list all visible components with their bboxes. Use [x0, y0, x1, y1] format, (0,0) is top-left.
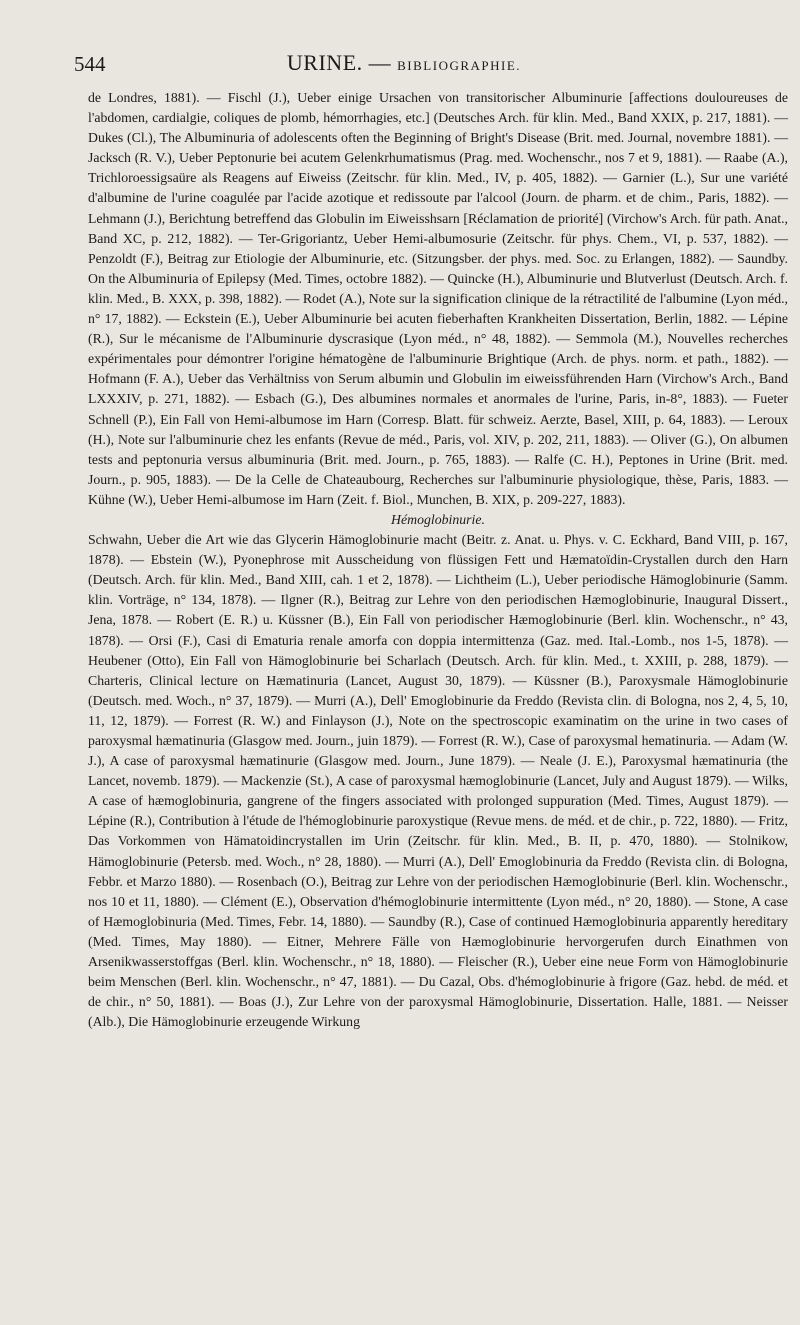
bibliography-paragraph-albuminuria: de Londres, 1881). — Fischl (J.), Ueber einige Ursachen von transitorischer Albuminurie [affections douloureuses de l'abdomen, cardialgie, coliques de plomb, hémorrhagies, etc.] (Deutsches Arch. für klin. Med., Band XXIX, p. 217, 1881). — Dukes (Cl.), The Albuminuria of adolescents often the Beginning of Bright's Disease (Brit. med. Journal, novembre 1881). — Jacksch (R. V.), Ueber Peptonurie bei acutem Gelenkrhumatismus (Prag. med. Wochenschr., nos 7 et 9, 1881). — Raabe (A.), Trichloroessigsaüre als Reagens auf Eiweiss (Zeitschr. für klin. Med., IV, p. 405, 1882). — Garnier (L.), Sur une variété d'albumine de l'urine coagulée par l'acide azotique et redissoute par l'alcool (Journ. de pharm. et de chim., Paris, 1882). — Lehmann (J.), Berichtung betreffend das Globulin im Eiweisshsarn [Réclamation de priorité] (Virchow's Arch. für path. Anat., Band XC, p. 212, 1882). — Ter-Grigoriantz, Ueber Hemi-albumosurie (Zeitschr. für phys. Chem., VI, p. 537, 1882). — Penzoldt (F.), Beitrag zur Etiologie der Albuminurie, etc. (Sitzungsber. der phys. med. Soc. zu Erlangen, 1882). — Saundby. On the Albuminuria of Epilepsy (Med. Times, octobre 1882). — Quincke (H.), Albuminurie und Blutverlust (Deutsch. Arch. f. klin. Med., B. XXX, p. 398, 1882). — Rodet (A.), Note sur la signification clinique de la rétractilité de l'albumine (Lyon méd., n° 17, 1882). — Eckstein (E.), Ueber Albuminurie bei acuten fieberhaften Krankheiten Dissertation, Berlin, 1882. — Lépine (R.), Sur le mécanisme de l'Albuminurie dyscrasique (Lyon méd., n° 48, 1882). — Semmola (M.), Nouvelles recherches expérimentales pour démontrer l'origine hématogène de l'albuminurie Brightique (Arch. de phys. norm. et path., 1882). — Hofmann (F. A.), Ueber das Verhältniss von Serum albumin und Globulin im eiweissführenden Harn (Virchow's Arch., Band LXXXIV, p. 271, 1882). — Esbach (G.), Des albumines normales et anormales de l'urine, Paris, in-8°, 1883). — Fueter Schnell (P.), Ein Fall von Hemi-albumose im Harn (Corresp. Blatt. für schweiz. Aerzte, Basel, XIII, p. 64, 1883). — Leroux (H.), Note sur l'albuminurie chez les enfants (Revue de méd., Paris, vol. XIV, p. 202, 211, 1883). — Oliver (G.), On albumen tests and peptonuria versus albuminuria (Brit. med. Journ., p. 765, 1883). — Ralfe (C. H.), Peptones in Urine (Brit. med. Journ., p. 905, 1883). — De la Celle de Chateaubourg, Recherches sur l'albuminurie physiologique, thèse, Paris, 1883. — Kühne (W.), Ueber Hemi-albumose im Harn (Zeit. f. Biol., Munchen, B. XIX, p. 209-227, 1883). [88, 90, 788, 507]
header-dash: — [362, 50, 398, 75]
header-subtitle: BIBLIOGRAPHIE. [397, 58, 522, 73]
header-title: URINE. [286, 50, 363, 75]
section-heading-hemoglobinurie: Hémoglobinurie. [391, 511, 485, 527]
running-title [74, 50, 734, 76]
bibliography-paragraph-hemoglobinuria: Schwahn, Ueber die Art wie das Glycerin Hämoglobinurie macht (Beitr. z. Anat. u. Phys. v. C. Eckhard, Band VIII, p. 167, 1878). — Ebstein (W.), Pyonephrose mit Ausscheidung von flüssigen Fett und Hæmatoïdin-Crystallen durch den Harn (Deutsch. Arch. für klin. Med., Band XIII, cah. 1 et 2, 1878). — Lichtheim (L.), Ueber periodische Hämoglobinurie (Samm. klin. Vorträge, n° 134, 1878). — Ilgner (R.), Beitrag zur Lehre von den periodischen Hæmoglobinurie, Inaugural Dissert., Jena, 1878. — Robert (E. R.) u. Küssner (B.), Ein Fall von periodischer Hæmoglobinurie (Berl. klin. Wochenschr., n° 43, 1878). — Orsi (F.), Casi di Ematuria renale amorfa con doppia intermittenza (Gaz. med. Ital.-Lomb., nos 1-5, 1878). — Heubener (Otto), Ein Fall von Hämoglobinurie bei Scharlach (Deutsch. Arch. für klin. Med., t. XXIII, p. 288, 1879). — Charteris, Clinical lecture on Hæmatinuria (Lancet, August 30, 1879). — Küssner (B.), Paroxysmale Hämoglobinurie (Deutsch. med. Woch., n° 37, 1879). — Murri (A.), Dell' Emoglobinurie da Freddo (Revista clin. di Bologna, nos 2, 4, 5, 10, 11, 12, 1879). — Forrest (R. W.) and Finlayson (J.), Note on the spectroscopic examinatim on the urine in two cases of paroxysmal hæmatinuria (Glasgow med. Journ., juin 1879). — Forrest (R. W.), Case of paroxysmal hematinuria. — Adam (W. J.), A case of paroxysmal hæmatinurie (Glasgow med. Journ., June 1879). — Neale (J. E.), Paroxysmal hæmatinuria (the Lancet, novemb. 1879). — Mackenzie (St.), A case of paroxysmal hæmoglobinurie (Lancet, July and August 1879). — Wilks, A case of hæmoglobinuria, gangrene of the fingers associated with prolonged suppuration (Med. Times, August 1879). — Lépine (R.), Contribution à l'étude de l'hémoglobinurie paroxystique (Revue mens. de méd. et de chir., p. 722, 1880). — Fritz, Das Vorkommen von Hämatoidincrystallen im Urin (Zeitschr. für klin. Med., B. II, p. 470, 1880). — Stolnikow, Hämoglobinurie (Petersb. med. Woch., n° 28, 1880). — Murri (A.), Dell' Emoglobinuria da Freddo (Revista clin. di Bologna, Febbr. et Marzo 1880). — Rosenbach (O.), Beitrag zur Lehre von der periodischen Hæmoglobinurie (Berl. klin. Wochenschr., nos 10 et 11, 1880). — Clément (E.), Observation d'hémoglobinurie intermittente (Lyon méd., n° 20, 1880). — Stone, A case of Hæmoglobinuria (Med. Times, Febr. 14, 1880). — Saundby (R.), Case of continued Hæmoglobinuria apparently hereditary (Med. Times, May 1880). — Eitner, Mehrere Fälle von Hæmoglobinurie hervorgerufen durch Einathmen von Arsenikwasserstoffgas (Berl. klin. Wochenschr., n° 18, 1880). — Fleischer (R.), Ueber eine neue Form von Hämoglobinurie beim Menschen (Berl. klin. Wochenschr., n° 47, 1881). — Du Cazal, Obs. d'hémoglobinurie à frigore (Gaz. hebd. de méd. et de chir., n° 50, 1881). — Boas (J.), Zur Lehre von der paroxysmal Hämoglobinurie, Dissertation. Halle, 1881. — Neisser (Alb.), Die Hämoglobinurie erzeugende Wirkung [88, 532, 788, 1030]
page-number: 544 [74, 52, 106, 76]
running-header [74, 50, 734, 82]
page-body [88, 88, 788, 1032]
